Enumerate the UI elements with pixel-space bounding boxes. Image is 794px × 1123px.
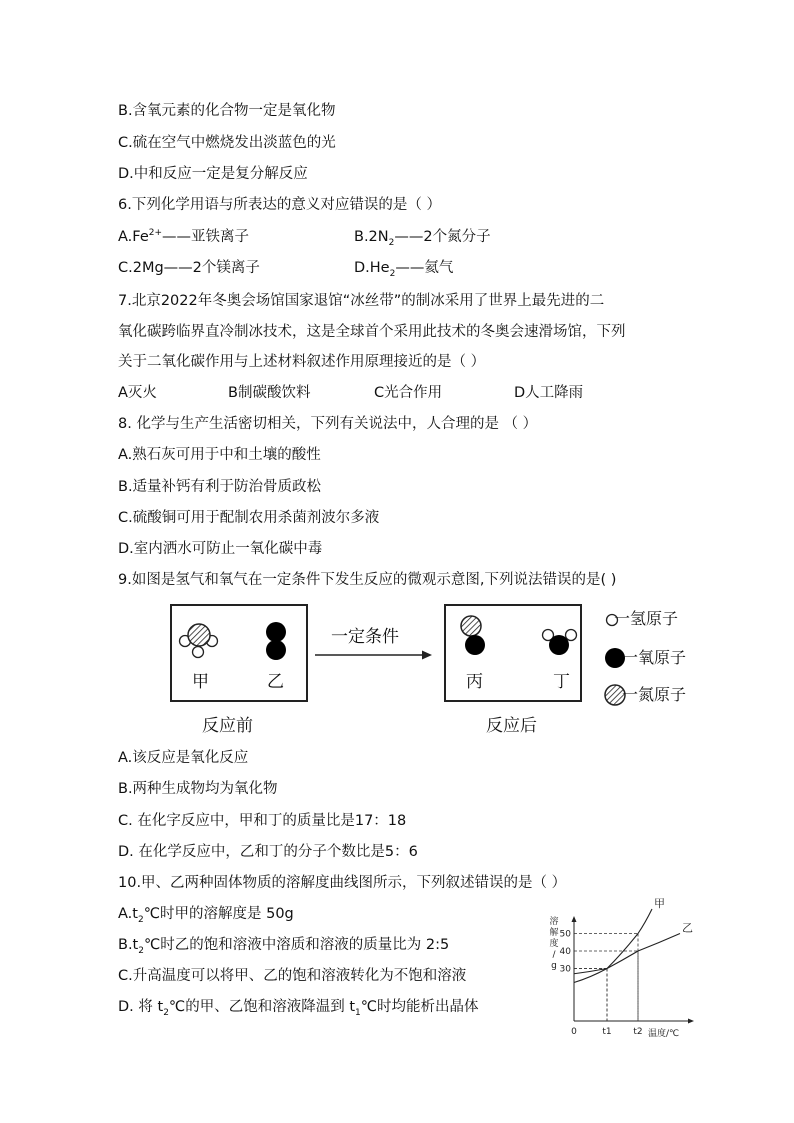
legend-nitrogen: 一氮原子 xyxy=(622,685,687,704)
y-tick-label: 30 xyxy=(559,964,571,975)
q6-option-b: $B.2N_2——2$个氮分子 xyxy=(354,229,491,248)
q5-option-b: B.含氧元素的化合物一定是氧化物 xyxy=(118,103,336,119)
q6-option-c: C.2Mg——2个镁离子 xyxy=(118,260,260,276)
nitric-oxide-molecule-icon xyxy=(461,616,485,655)
water-molecule-icon xyxy=(543,630,577,656)
series-line-jia xyxy=(574,909,652,983)
y-tick-label: 40 xyxy=(559,947,571,957)
q10-option-a: $A.t_2℃$时甲的溶解度是 50g xyxy=(118,906,294,925)
q5-option-d: D.中和反应一定是复分解反应 xyxy=(118,166,308,182)
x-axis-label: 温度/℃ xyxy=(648,1029,680,1039)
origin-label: 0 xyxy=(571,1027,577,1037)
q10-option-c: C.升高温度可以将甲、乙的饱和溶液转化为不饱和溶液 xyxy=(118,968,467,984)
q10-option-b: $B.t_2℃$时乙的饱和溶液中溶质和溶液的质量比为 2:5 xyxy=(118,937,450,956)
q9-option-b: B.两种生成物均为氧化物 xyxy=(118,781,278,797)
label-yi: 乙 xyxy=(267,672,284,692)
solubility-chart xyxy=(540,897,700,1040)
q8-stem: 8. 化学与生产生活密切相关，下列有关说法中，人合理的是 （ ） xyxy=(118,416,538,432)
q10-stem: 10.甲、乙两种固体物质的溶解度曲线图所示，下列叙述错误的是（ ） xyxy=(118,875,567,891)
q7-option-c: C光合作用 xyxy=(374,385,443,401)
q9-option-c: C. 在化字反应中，甲和丁的质量比是17：18 xyxy=(118,813,407,829)
q9-stem: 9.如图是氢气和氧气在一定条件下发生反应的微观示意图,下列说法错误的是( ) xyxy=(118,572,617,588)
series-line-yi xyxy=(574,934,680,974)
series-label: 甲 xyxy=(654,897,665,910)
q7-option-b: B制碳酸饮料 xyxy=(228,385,311,401)
q7-option-d: D人工降雨 xyxy=(514,385,584,401)
q5-option-c: C.硫在空气中燃烧发出淡蓝色的光 xyxy=(118,135,336,151)
q6-option-a: $A.Fe^{2+}——$亚铁离子 xyxy=(118,228,250,245)
after-caption: 反应后 xyxy=(486,716,537,736)
series-label: 乙 xyxy=(682,921,693,935)
q6-stem: 6.下列化学用语与所表达的意义对应错误的是（ ） xyxy=(118,197,441,213)
y-axis-arrow-icon xyxy=(572,916,577,922)
legend-hydrogen: 一氢原子 xyxy=(614,609,679,628)
reactant-molecules xyxy=(170,604,308,702)
q9-option-a: A.该反应是氧化反应 xyxy=(118,750,249,766)
before-caption: 反应前 xyxy=(202,716,253,736)
q6-option-d: $D.He_2——$氦气 xyxy=(354,260,454,279)
q8-option-d: D.室内洒水可防止一氧化碳中毒 xyxy=(118,541,323,557)
q8-option-b: B.适量补钙有利于防治骨质政松 xyxy=(118,479,322,495)
q8-option-a: A.熟石灰可用于中和土壤的酸性 xyxy=(118,447,321,463)
q8-option-c: C.硫酸铜可用于配制农用杀菌剂波尔多液 xyxy=(118,510,380,526)
x-tick-label: t1 xyxy=(602,1027,612,1037)
label-jia: 甲 xyxy=(192,672,209,692)
q9-option-d: D. 在化学反应中，乙和丁的分子个数比是5：6 xyxy=(118,844,418,860)
q7-stem-line2: 氧化碳跨临界直冷制冰技术，这是全球首个采用此技术的冬奥会速滑场馆，下列 xyxy=(118,324,626,340)
reaction-arrow-icon xyxy=(314,648,436,662)
y-axis-label: 溶解度/ g xyxy=(549,917,559,971)
q10-option-d: D. 将 $t_2℃$的甲、乙饱和溶液降温到 $t_1℃$时均能析出晶体 xyxy=(118,999,479,1018)
x-tick-label: t2 xyxy=(633,1027,643,1037)
q7-option-a: A灭火 xyxy=(118,385,157,401)
ammonia-molecule-icon xyxy=(180,624,218,658)
label-bing: 丙 xyxy=(466,672,483,692)
legend-oxygen: 一氧原子 xyxy=(622,648,687,667)
x-axis-arrow-icon xyxy=(688,1019,694,1024)
arrow-label: 一定条件 xyxy=(331,627,399,647)
label-ding: 丁 xyxy=(553,672,570,692)
q7-stem-line1: 7.北京2022年冬奥会场馆国家退馆“冰丝带”的制冰采用了世界上最先进的二 xyxy=(118,293,605,309)
q7-stem-line3: 关于二氧化碳作用与上述材料叙述作用原理接近的是（ ） xyxy=(118,354,486,370)
y-tick-label: 50 xyxy=(559,929,571,940)
oxygen-molecule-icon xyxy=(266,622,286,660)
